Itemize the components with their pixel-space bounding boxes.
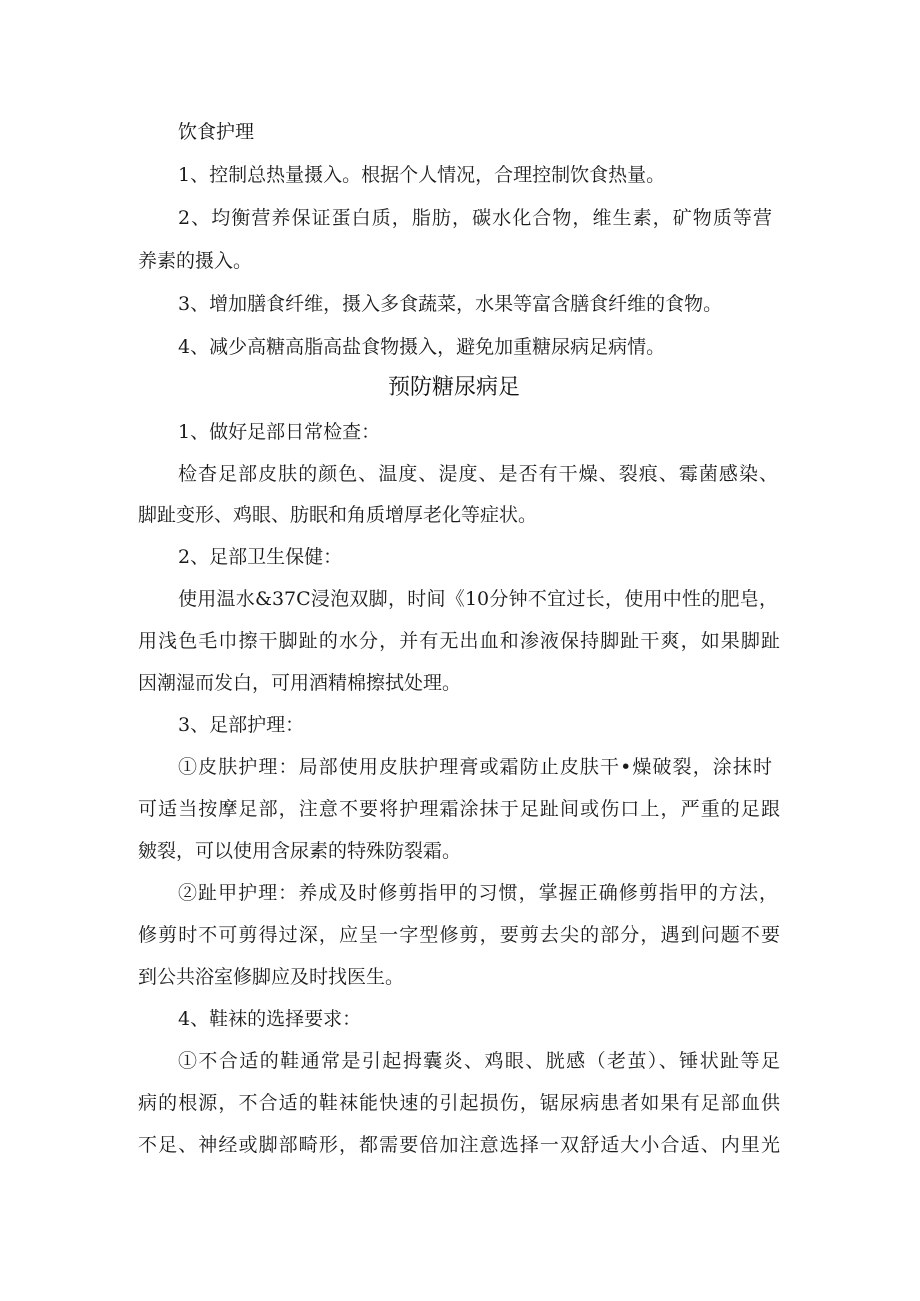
diet-item-1: 1、控制总热量摄入。根据个人情况，合理控制饮食热量。 xyxy=(178,164,666,186)
diet-item-2-line-1: 2、均衡营养保证蛋白质，脂肪，碳水化合物，维生素，矿物质等营 xyxy=(178,207,772,229)
s4-heading: 4、鞋袜的选择要求： xyxy=(178,1008,362,1030)
s3a-line-1: ①皮肤护理：局部使用皮肤护理膏或霜防止皮肤干•燥破裂，涂抹时 xyxy=(178,756,772,778)
diet-heading: 饮食护理 xyxy=(178,121,255,143)
s3a-line-2: 可适当按摩足部，注意不要将护理霜涂抹于足趾间或伤口上，严重的足跟 xyxy=(138,798,780,820)
s3b-line-2: 修剪时不可剪得过深，应呈一字型修剪，要剪去尖的部分，遇到问题不要 xyxy=(138,924,780,946)
s3b-line-1: ②趾甲护理：养成及时修剪指甲的习惯，掌握正确修剪指甲的方法， xyxy=(178,882,778,904)
s4a-line-2: 病的根源，不合适的鞋袜能快速的引起损伤，锯尿病患者如果有足部血供 xyxy=(138,1092,780,1114)
s4a-line-1: ①不合适的鞋通常是引起拇囊炎、鸡眼、胱感（老茧）、锤状趾等足 xyxy=(178,1050,780,1072)
s2-line-3: 因潮湿而发白，可用酒精棉擦拭处理。 xyxy=(138,672,462,694)
s1-line-2: 脚趾变形、鸡眼、肪眠和角质增厚老化等症状。 xyxy=(138,504,538,526)
s3-heading: 3、足部护理： xyxy=(178,714,305,736)
s4a-line-3: 不足、神经或脚部畸形，都需要倍加注意选择一双舒适大小合适、内里光 xyxy=(138,1134,780,1156)
s1-heading: 1、做好足部日常检查： xyxy=(178,421,381,443)
s3a-line-3: 皴裂，可以使用含尿素的特殊防裂霜。 xyxy=(138,840,462,862)
s1-line-1: 检杳足部皮肤的颜色、温度、湜度、是否有干燥、裂痕、霉菌感染、 xyxy=(178,463,778,485)
s2-line-2: 用浅色毛巾擦干脚趾的水分，并有无出血和渗液保持脚趾干爽，如果脚趾 xyxy=(138,630,780,652)
s2-heading: 2、足部卫生保健： xyxy=(178,546,343,568)
diet-item-4: 4、减少高糖高脂高盐食物摄入，避免加重糖尿病足病情。 xyxy=(178,336,666,358)
section-title: 预防糖尿病足 xyxy=(388,375,521,400)
s3b-line-3: 到公共浴室修脚应及时找医生。 xyxy=(138,966,405,988)
diet-item-3: 3、增加膳食纤维，摄入多食蔬菜，水果等富含膳食纤维的食物。 xyxy=(178,293,723,315)
diet-item-2-line-2: 养素的摄入。 xyxy=(138,250,253,272)
s2-line-1: 使用温水&37C浸泡双脚，时间《10分钟不宜过长，使用中性的肥皂， xyxy=(178,588,778,610)
